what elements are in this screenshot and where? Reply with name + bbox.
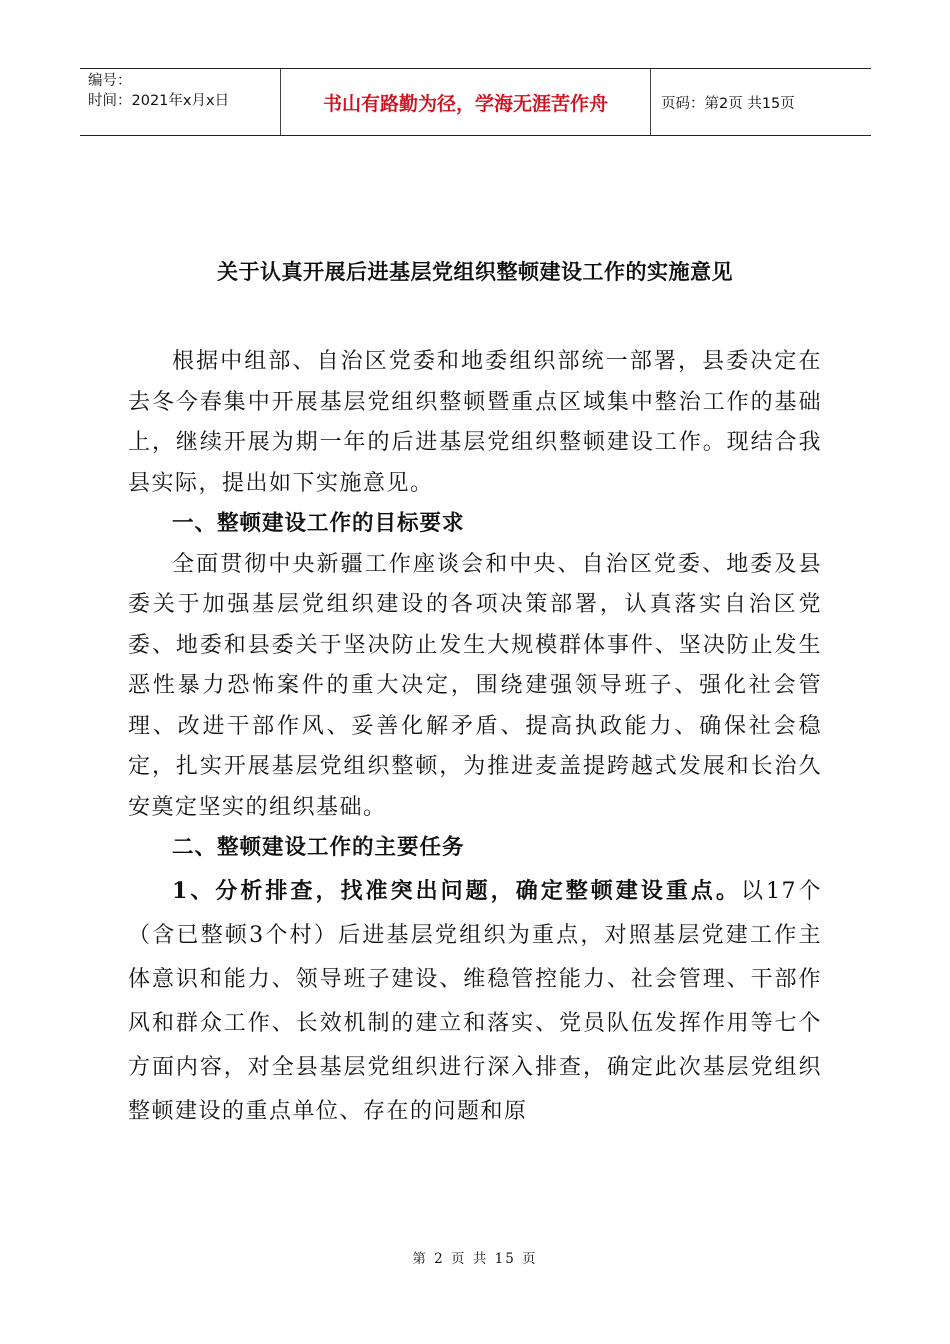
header-motto-cell [281, 69, 651, 135]
item1-paragraph [128, 869, 822, 1134]
section1-heading: 一、整顿建设工作的目标要求 [172, 511, 465, 536]
section1-paragraph: 全面贯彻中央新疆工作座谈会和中央、自治区党委、地委及县委关于加强基层党组织建设的各项决策部署，认真落实自治区党委、地委和县委关于坚决防止发生大规模群体事件、坚决防止发生恶性暴力恐怖案件的重大决定，围绕建强领导班子、强化社会管理、改进干部作风、妥善化解矛盾、提高执政能力、确保社会稳定，扎实开展基层党组织整顿，为推进麦盖提跨越式发展和长治久安奠定坚实的组织基础。 [128, 551, 822, 820]
motto-text: 书山有路勤为径，学海无涯苦作舟 [322, 92, 608, 115]
number-label: 编号： [88, 73, 132, 89]
header-page-cell [651, 69, 871, 135]
document-title: 关于认真开展后进基层党组织整顿建设工作的实施意见 [217, 260, 733, 284]
document-body [128, 342, 822, 1134]
section2-heading: 二、整顿建设工作的主要任务 [172, 835, 465, 860]
item1-lead: 1、分析排查，找准突出问题，确定整顿建设重点。 [172, 877, 741, 904]
intro-paragraph: 根据中组部、自治区党委和地委组织部统一部署，县委决定在去冬今春集中开展基层党组织整顿暨重点区域集中整治工作的基础上，继续开展为期一年的后进基层党组织整顿建设工作。现结合我县实际，提出如下实施意见。 [128, 349, 822, 496]
time-label: 时间：2021年x月x日 [88, 93, 230, 109]
page-info: 页码：第2页 共15页 [661, 95, 795, 112]
page-footer: 第 2 页 共 15 页 [412, 1251, 538, 1267]
item1-text: 以17个（含已整顿3个村）后进基层党组织为重点，对照基层党建工作主体意识和能力、领导班子建设、维稳管控能力、社会管理、干部作风和群众工作、长效机制的建立和落实、党员队伍发挥作用等七个方面内容，对全县基层党组织进行深入排查，确定此次基层党组织整顿建设的重点单位、存在的问题和原 [128, 878, 823, 1124]
header-meta-cell [80, 69, 281, 135]
header-table [80, 68, 871, 136]
